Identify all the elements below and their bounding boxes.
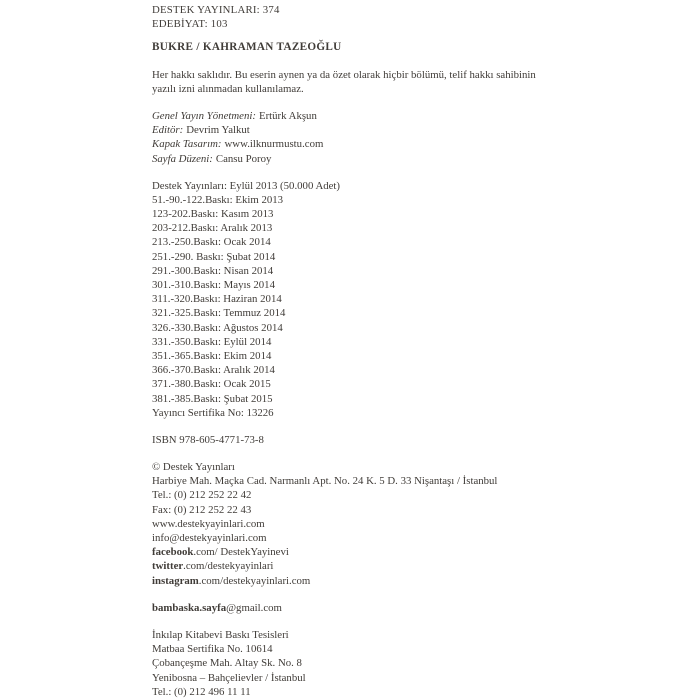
print-run-line: 123-202.Baskı: Kasım 2013 <box>152 208 274 221</box>
first-edition-line: Destek Yayınları: Eylül 2013 (50.000 Adet) <box>152 179 341 192</box>
section-gap <box>152 96 622 109</box>
rights-notice-line: yazılı izni alınmadan kullanılamaz. <box>152 82 304 95</box>
print-run-line: 203-212.Baskı: Aralık 2013 <box>152 222 273 235</box>
social-line-facebook <box>152 545 622 559</box>
social-network-name: twitter <box>152 560 184 573</box>
section-gap <box>152 420 622 433</box>
print-run-line: 331.-350.Baskı: Eylül 2014 <box>152 335 272 348</box>
section-gap <box>152 55 622 68</box>
print-run-line: 213.-250.Baskı: Ocak 2014 <box>152 236 271 249</box>
rights-notice-line: Her hakkı saklıdır. Bu eserin aynen ya da özet olarak hiçbir bölümü, telif hakkı sahibinin <box>152 68 536 81</box>
printer-address-line: Çobançeşme Mah. Altay Sk. No. 8 <box>152 657 302 670</box>
print-run-line: 251.-290. Baskı: Şubat 2014 <box>152 250 276 263</box>
publisher-tel-line: Tel.: (0) 212 252 22 42 <box>152 489 252 502</box>
credit-line-editor <box>152 123 622 137</box>
print-run-line: 326.-330.Baskı: Ağustos 2014 <box>152 321 283 334</box>
printer-name-line: İnkılap Kitabevi Baskı Tesisleri <box>152 628 289 641</box>
publisher-fax-line: Fax: (0) 212 252 22 43 <box>152 503 252 516</box>
section-gap <box>152 447 622 460</box>
credit-value: www.ilknurmustu.com <box>224 138 324 151</box>
isbn-line: ISBN 978-605-4771-73-8 <box>152 433 264 446</box>
social-line-twitter <box>152 559 622 573</box>
print-run-line: 51.-90.-122.Baskı: Ekim 2013 <box>152 193 284 206</box>
copyright-line: © Destek Yayınları <box>152 461 235 474</box>
print-run-line: 291.-300.Baskı: Nisan 2014 <box>152 264 274 277</box>
book-title: BUKRE / KAHRAMAN TAZEOĞLU <box>152 41 342 54</box>
catalog-genre-line: EDEBİYAT: 103 <box>152 18 228 31</box>
print-run-line: 371.-380.Baskı: Ocak 2015 <box>152 378 271 391</box>
credit-value: Devrim Yalkut <box>186 124 250 137</box>
printer-district-line: Yenibosna – Bahçelievler / İstanbul <box>152 671 306 684</box>
contact-email-domain: @gmail.com <box>226 601 282 614</box>
credit-line-cover-design <box>152 137 622 151</box>
contact-email-line <box>152 601 622 615</box>
print-run-line: 321.-325.Baskı: Temmuz 2014 <box>152 307 286 320</box>
credit-label: Genel Yayın Yönetmeni: <box>152 109 256 122</box>
colophon-page <box>152 3 622 699</box>
print-run-line: 381.-385.Baskı: Şubat 2015 <box>152 392 273 405</box>
credit-value: Ertürk Akşun <box>258 109 317 122</box>
credit-label: Editör: <box>152 124 184 137</box>
social-network-name: instagram <box>152 574 199 587</box>
print-run-line: 351.-365.Baskı: Ekim 2014 <box>152 349 272 362</box>
section-gap <box>152 588 622 601</box>
section-gap <box>152 615 622 628</box>
social-handle: .com/ DestekYayinevi <box>193 546 289 559</box>
credit-label: Sayfa Düzeni: <box>152 152 213 165</box>
social-handle: .com/destekyayinlari.com <box>198 574 311 587</box>
contact-email-user: bambaska.sayfa <box>152 601 227 614</box>
credit-value: Cansu Poroy <box>215 152 272 165</box>
print-run-line: 301.-310.Baskı: Mayıs 2014 <box>152 279 275 291</box>
publisher-certificate-line: Yayıncı Sertifika No: 13226 <box>152 406 274 419</box>
publisher-website-line: www.destekyayinlari.com <box>152 517 265 530</box>
publisher-email-line: info@destekyayinlari.com <box>152 532 267 544</box>
social-network-name: facebook <box>152 546 194 559</box>
social-handle: .com/destekyayinlari <box>183 560 274 573</box>
credit-line-editor-in-chief <box>152 109 622 123</box>
section-gap <box>152 31 622 40</box>
printer-tel-line: Tel.: (0) 212 496 11 11 <box>152 685 251 698</box>
print-run-line: 311.-320.Baskı: Haziran 2014 <box>152 293 282 306</box>
catalog-series-line: DESTEK YAYINLARI: 374 <box>152 4 280 16</box>
credit-line-page-layout <box>152 152 622 166</box>
print-run-line: 366.-370.Baskı: Aralık 2014 <box>152 364 275 377</box>
social-line-instagram <box>152 574 622 588</box>
section-gap <box>152 166 622 179</box>
publisher-address-line: Harbiye Mah. Maçka Cad. Narmanlı Apt. No. 24 K. 5 D. 33 Nişantaşı / İstanbul <box>152 475 498 488</box>
credit-label: Kapak Tasarım: <box>152 138 222 151</box>
printer-certificate-line: Matbaa Sertifika No. 10614 <box>152 643 273 656</box>
